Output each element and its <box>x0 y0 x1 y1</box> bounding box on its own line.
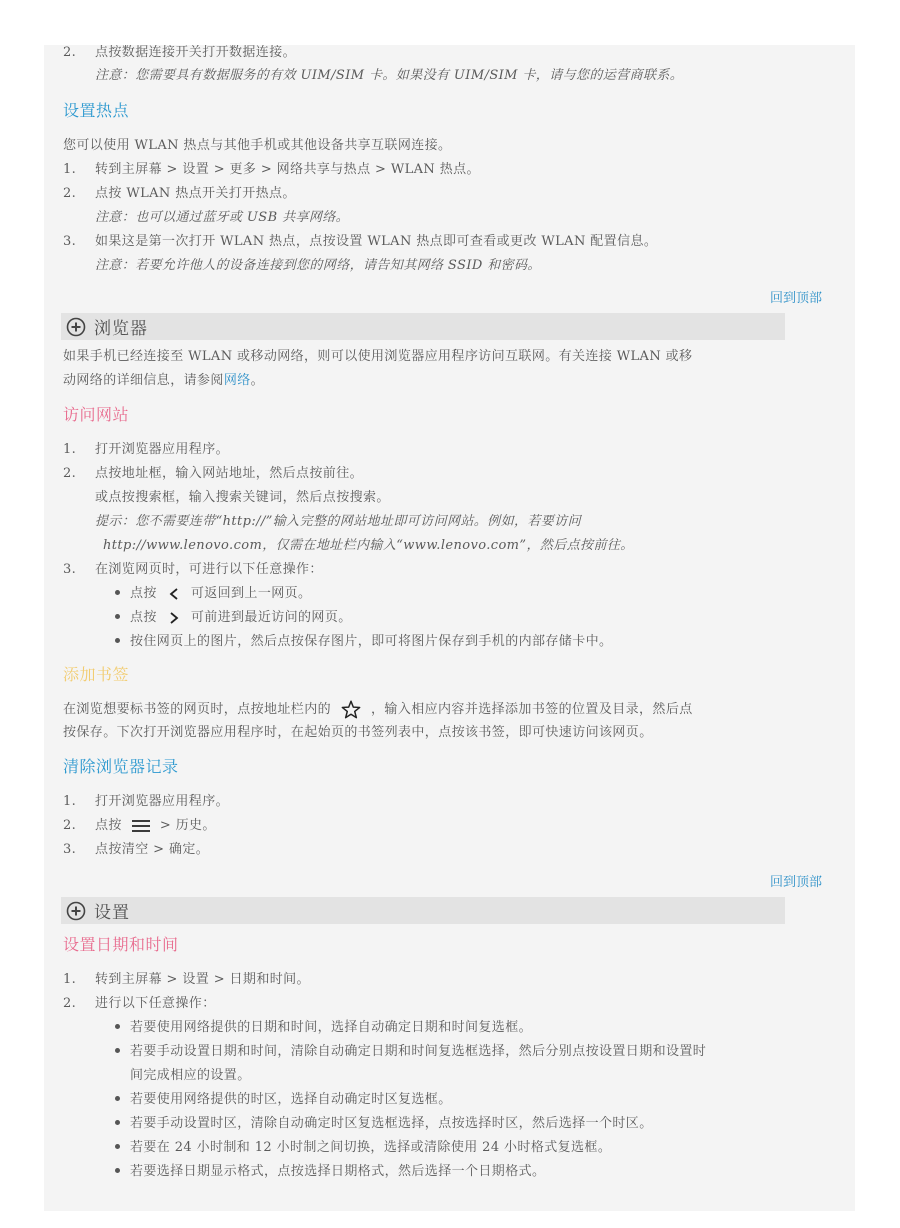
star-outline-icon <box>341 700 361 719</box>
list-item-back: 点按 可返回到上一网页。 <box>115 585 311 603</box>
hotspot-note-ssid: 注意：若要允许他人的设备连接到您的网络，请告知其网络 SSID 和密码。 <box>95 258 541 273</box>
list-item-save-image: 按住网页上的图片，然后点按保存图片，即可将图片保存到手机的内部存储卡中。 <box>115 633 612 651</box>
list-item-forward: 点按 可前进到最近访问的网页。 <box>115 609 352 627</box>
visit-step-1: 1. 打开浏览器应用程序。 <box>63 442 230 457</box>
step-enable-data: 2. 点按数据连接开关打开数据连接。 <box>63 45 297 60</box>
visit-step-2-alt: 或点按搜索框，输入搜索关键词，然后点按搜索。 <box>95 490 390 505</box>
back-to-top-link-2[interactable]: 回到顶部 <box>769 875 822 890</box>
hotspot-intro: 您可以使用 WLAN 热点与其他手机或其他设备共享互联网连接。 <box>63 138 452 153</box>
bookmark-text-1: 在浏览想要标书签的网页时，点按地址栏内的 ，输入相应内容并选择添加书签的位置及目录，然后点 <box>63 702 693 717</box>
expand-plus-icon[interactable] <box>66 901 86 921</box>
section-title-browser: 浏览器 <box>94 319 148 339</box>
list-item: 若要手动设置日期和时间，清除自动确定日期和时间复选框选择，然后分别点按设置日期和设置时 <box>115 1043 706 1061</box>
visit-step-3: 3. 在浏览网页时，可进行以下任意操作： <box>63 562 323 577</box>
forward-arrow-icon <box>167 611 181 625</box>
network-link[interactable]: 网络 <box>223 373 251 388</box>
list-item: 若要使用网络提供的时区，选择自动确定时区复选框。 <box>115 1091 452 1109</box>
list-item: 若要使用网络提供的日期和时间，选择自动确定日期和时间复选框。 <box>115 1019 532 1037</box>
menu-lines-icon <box>132 820 150 832</box>
hotspot-step-1: 1. 转到主屏幕 > 设置 > 更多 > 网络共享与热点 > WLAN 热点。 <box>63 162 480 177</box>
clear-step-1: 1. 打开浏览器应用程序。 <box>63 794 230 809</box>
list-item: 若要选择日期显示格式，点按选择日期格式，然后选择一个日期格式。 <box>115 1163 545 1181</box>
list-item-continuation: 间完成相应的设置。 <box>130 1068 251 1083</box>
hotspot-note-bluetooth: 注意：也可以通过蓝牙或 USB 共享网络。 <box>95 210 350 225</box>
hotspot-step-2: 2. 点按 WLAN 热点开关打开热点。 <box>63 186 296 201</box>
section-bar-browser <box>61 313 785 340</box>
datetime-step-2: 2. 进行以下任意操作： <box>63 996 216 1011</box>
back-arrow-icon <box>167 587 181 601</box>
datetime-step-1: 1. 转到主屏幕 > 设置 > 日期和时间。 <box>63 972 310 987</box>
hotspot-step-3: 3. 如果这是第一次打开 WLAN 热点，点按设置 WLAN 热点即可查看或更改 WLAN 配置信息。 <box>63 234 658 249</box>
data-note: 注意：您需要具有数据服务的有效 UIM/SIM 卡。如果没有 UIM/SIM 卡，请与您的运营商联系。 <box>95 68 684 83</box>
list-item: 若要手动设置时区，清除自动确定时区复选框选择，点按选择时区，然后选择一个时区。 <box>115 1115 653 1133</box>
section-title-settings: 设置 <box>94 903 130 923</box>
heading-add-bookmark: 添加书签 <box>63 665 130 684</box>
heading-visit-website: 访问网站 <box>63 405 130 424</box>
browser-intro-2: 动网络的详细信息，请参阅网络。 <box>63 373 265 388</box>
expand-plus-icon[interactable] <box>66 317 86 337</box>
heading-clear-history: 清除浏览器记录 <box>63 757 179 776</box>
manual-page <box>44 45 855 1211</box>
visit-tip-1: 提示：您不需要连带“http://”输入完整的网站地址即可访问网站。例如，若要访问 <box>95 514 581 529</box>
clear-step-3: 3. 点按清空 > 确定。 <box>63 842 210 857</box>
heading-hotspot: 设置热点 <box>63 101 130 120</box>
bookmark-text-2: 按保存。下次打开浏览器应用程序时，在起始页的书签列表中，点按该书签，即可快速访问该网页。 <box>63 725 653 740</box>
back-to-top-link[interactable]: 回到顶部 <box>769 291 822 306</box>
clear-step-2: 2. 点按 > 历史。 <box>63 818 216 833</box>
list-item: 若要在 24 小时制和 12 小时制之间切换，选择或清除使用 24 小时格式复选框。 <box>115 1139 611 1157</box>
visit-step-2: 2. 点按地址框，输入网站地址，然后点按前往。 <box>63 466 364 481</box>
heading-date-time: 设置日期和时间 <box>63 935 179 954</box>
visit-tip-2: http://www.lenovo.com，仅需在地址栏内输入“www.lenovo.com”，然后点按前往。 <box>103 538 634 553</box>
section-bar-settings <box>61 897 785 924</box>
browser-intro-1: 如果手机已经连接至 WLAN 或移动网络，则可以使用浏览器应用程序访问互联网。有关连接 WLAN 或移 <box>63 349 693 364</box>
